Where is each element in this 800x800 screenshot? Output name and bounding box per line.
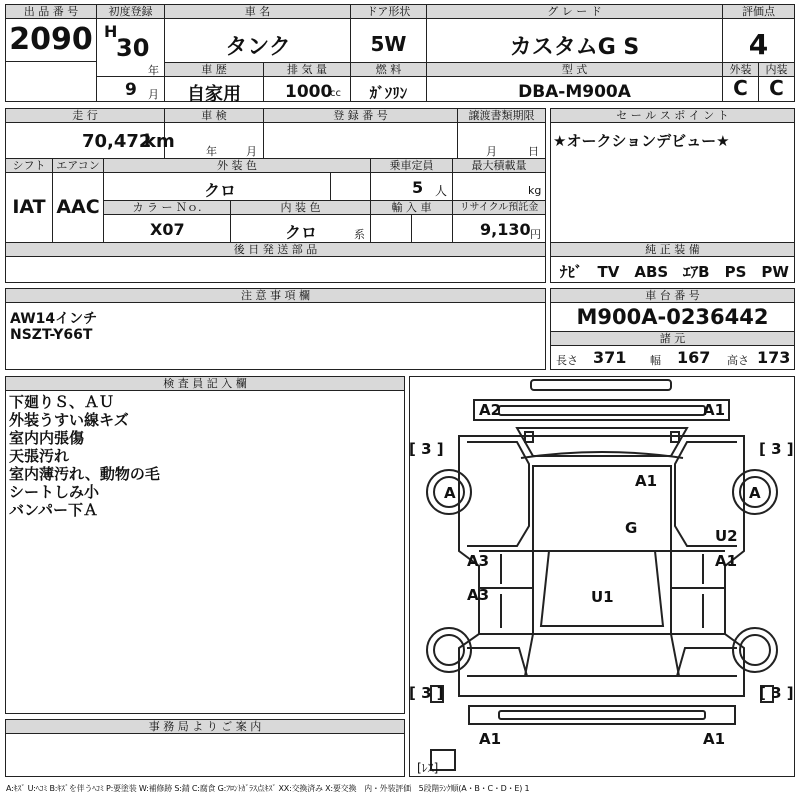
- ext-color: クロ: [204, 181, 237, 200]
- label-tire-rr: [ 3 ]: [759, 684, 794, 702]
- later-parts-header: 後 日 発 送 部 品: [6, 243, 545, 257]
- height-label: 高さ: [727, 354, 749, 367]
- capacity-header: 乗車定員: [371, 159, 452, 173]
- capacity: 5: [412, 178, 424, 197]
- deadline-header: 譲渡書類期限: [458, 109, 545, 123]
- recycle-header: リサイクル預託金: [453, 201, 545, 215]
- month-unit: 月: [148, 88, 159, 101]
- label-right-lower: A1: [715, 552, 738, 570]
- load-unit: kg: [528, 184, 542, 197]
- aircon: AAC: [56, 196, 100, 218]
- displacement-header: 排 気 量: [264, 63, 350, 77]
- max-load-header: 最大積載量: [453, 159, 545, 173]
- width-label: 幅: [650, 354, 661, 367]
- label-rear-left: A1: [479, 730, 502, 748]
- history-header: 車 歴: [165, 63, 263, 77]
- inspector-note: バンパー下Ａ: [9, 501, 98, 519]
- year-unit: 年: [148, 64, 159, 77]
- interior-grade: C: [769, 76, 784, 100]
- sales-point: ★オークションデビュー★: [553, 132, 730, 150]
- era: H: [104, 22, 118, 41]
- grade-header: グ レ ー ド: [427, 5, 722, 19]
- sales-point-header: セ ー ル ス ポ イ ン ト: [551, 109, 794, 123]
- label-wheel-fr: A: [749, 484, 761, 502]
- label-tire-fr: [ 3 ]: [759, 440, 794, 458]
- label-floor: U1: [591, 588, 614, 606]
- grade: カスタムG S: [509, 35, 640, 60]
- interior-header: 内装: [759, 63, 794, 77]
- inspector-note: シートしみ小: [9, 483, 100, 501]
- inspector-note: 室内内張傷: [9, 429, 85, 447]
- label-windshield: G: [625, 519, 638, 537]
- height: 173: [757, 348, 791, 367]
- int-color: クロ: [285, 223, 318, 242]
- notes-header: 注 意 事 項 欄: [6, 289, 545, 303]
- deadline-day-unit: 日: [528, 145, 539, 158]
- exterior-grade: C: [733, 76, 748, 100]
- inspector-note: 室内薄汚れ、動物の毛: [9, 465, 160, 483]
- car-name: タンク: [225, 35, 291, 60]
- door-header: ドア形状: [351, 5, 426, 19]
- aircon-header: エアコン: [53, 159, 103, 173]
- insp-month-unit: 月: [246, 145, 257, 158]
- fuel: ｶﾞｿﾘﾝ: [369, 84, 408, 102]
- recycle: 9,130: [480, 220, 531, 239]
- car-name-header: 車 名: [165, 5, 350, 19]
- label-right-upper: U2: [715, 527, 738, 545]
- first-reg-header: 初度登録: [97, 5, 164, 19]
- insp-year-unit: 年: [206, 145, 217, 158]
- inspector-note: 外装うすい線キズ: [9, 411, 129, 429]
- label-roof: A1: [635, 472, 658, 490]
- reg-year: 30: [116, 34, 150, 62]
- model-code-header: 型 式: [427, 63, 722, 77]
- int-color-header: 内 装 色: [231, 201, 370, 215]
- deadline-month-unit: 月: [486, 145, 497, 158]
- shift: IAT: [12, 196, 46, 218]
- inspector-note: 天張汚れ: [9, 447, 70, 465]
- reg-month: 9: [125, 80, 137, 100]
- score-header: 評価点: [723, 5, 794, 19]
- width: 167: [677, 348, 711, 367]
- specs-header: 諸 元: [551, 332, 794, 346]
- mileage: 70,472: [82, 131, 152, 152]
- mileage-unit: km: [144, 131, 175, 152]
- chassis-header: 車 台 番 号: [551, 289, 794, 303]
- label-tire-fl: [ 3 ]: [409, 440, 444, 458]
- capacity-unit: 人: [435, 184, 448, 198]
- exterior-header: 外装: [723, 63, 758, 77]
- color-no: X07: [150, 220, 185, 239]
- length-label: 長さ: [556, 354, 578, 367]
- mileage-header: 走 行: [6, 109, 164, 123]
- inspector-notes: [9, 393, 160, 519]
- model-code: DBA-M900A: [518, 82, 631, 102]
- car-diagram: [409, 376, 795, 777]
- displacement-unit: cc: [330, 88, 341, 99]
- label-spare: [ﾚｽ]: [417, 761, 439, 775]
- note-line-1: AW14インチ: [10, 311, 98, 327]
- note-line-2: NSZT-Y66T: [10, 327, 93, 343]
- ext-color-header: 外 装 色: [104, 159, 370, 173]
- label-wheel-fl: A: [444, 484, 456, 502]
- label-left-rear-door: A3: [467, 586, 490, 604]
- lot-no: 2090: [9, 22, 93, 57]
- length: 371: [593, 348, 627, 367]
- label-rear-right: A1: [703, 730, 726, 748]
- displacement: 1000: [285, 82, 333, 102]
- genuine-equip-header: 純 正 装 備: [551, 243, 794, 257]
- import-header: 輸 入 車: [371, 201, 452, 215]
- int-color-unit: 系: [354, 228, 365, 241]
- color-no-header: カ ラ ー Ｎｏ.: [104, 201, 230, 215]
- inspection-header: 車 検: [165, 109, 263, 123]
- history: 自家用: [187, 84, 241, 105]
- chassis-no: M900A-0236442: [576, 305, 769, 329]
- shift-header: シフト: [6, 159, 52, 173]
- lot-no-header: 出 品 番 号: [6, 5, 96, 19]
- reg-no-header: 登 録 番 号: [264, 109, 457, 123]
- score: 4: [748, 28, 769, 61]
- inspector-note: 下廻りＳ、ＡＵ: [9, 393, 115, 411]
- label-front-left: A2: [479, 401, 502, 419]
- office-header: 事 務 局 よ り ご 案 内: [6, 720, 404, 734]
- door-type: 5W: [370, 32, 407, 56]
- legend: A:ｷｽﾞ U:ﾍｺﾐ B:ｷｽﾞを伴うﾍｺﾐ P:要塗装 W:補修跡 S:錆 C:腐食 G:ﾌﾛﾝﾄｶﾞﾗｽ点ｷｽﾞ XX:交換済み X:要交換 内・外装評価 5段階ﾗﾝｸ順(A・B・C・D・E) 1: [6, 784, 530, 793]
- inspector-header: 検 査 員 記 入 欄: [6, 377, 404, 391]
- label-front-right: A1: [703, 401, 726, 419]
- equipment: ﾅﾋﾞ TV ABS ｴｱB PS PW: [560, 263, 789, 281]
- label-tire-rl: [ 3 ]: [409, 684, 444, 702]
- recycle-unit: 円: [530, 228, 541, 241]
- label-left-front-door: A3: [467, 552, 490, 570]
- fuel-header: 燃 料: [351, 63, 426, 77]
